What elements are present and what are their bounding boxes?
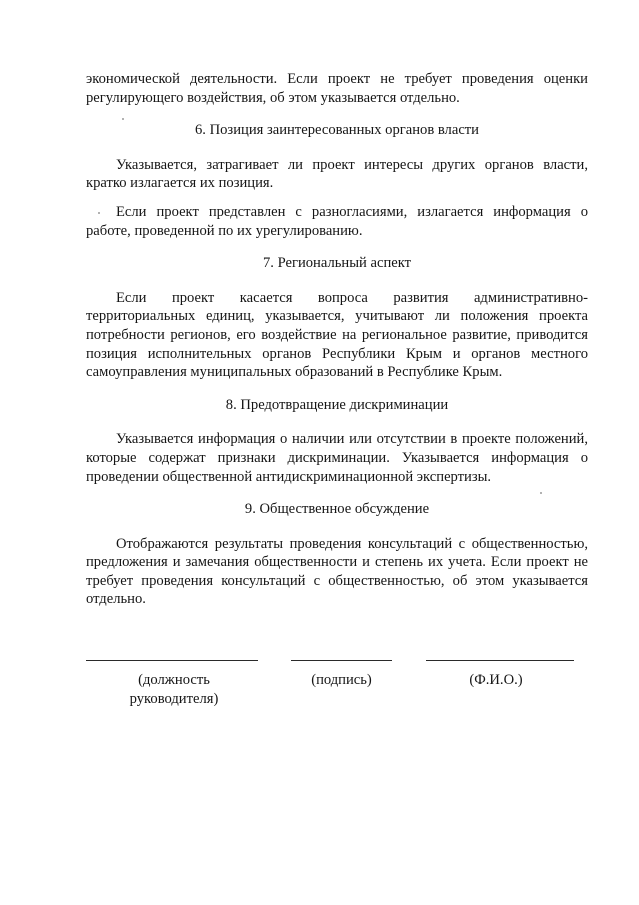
scan-speck xyxy=(122,118,124,120)
signature-label: (подпись) xyxy=(311,672,372,688)
section-8-heading: 8. Предотвращение дискриминации xyxy=(225,396,449,413)
section-9-heading: 9. Общественное обсуждение xyxy=(244,501,430,518)
scan-speck xyxy=(98,212,100,214)
section-8-paragraph-1: Указывается информация о наличии или отсутствии в проекте положений, которые содержат признаки дискриминации. Указывается информация о проведении общественной антидискриминационной экспертизы. xyxy=(86,431,588,485)
position-label-line-1: (должность xyxy=(138,672,210,688)
scan-speck xyxy=(540,492,542,494)
section-6-paragraph-2: Если проект представлен с разногласиями, излагается информация о работе, проведенной по их урегулированию. xyxy=(86,203,588,239)
section-7-heading: 7. Региональный аспект xyxy=(262,255,412,272)
section-9-paragraph-1: Отображаются результаты проведения консультаций с общественностью, предложения и замечания общественности и степень их учета. Если проект не требует проведения консультаций с общественностью, об этом указывается отдельно. xyxy=(86,535,588,608)
section-7-paragraph-1: Если проект касается вопроса развития административно-территориальных единиц, указывается, учитывают ли положения проекта потребности регионов, его воздействие на региональное развитие, приводится позиция исполнительных органов Республики Крым и органов местного самоуправления муниципальных образований в Республике Крым. xyxy=(86,289,588,381)
position-label xyxy=(114,671,234,709)
position-label-line-2: руководителя) xyxy=(129,691,219,707)
signature-block xyxy=(86,660,588,720)
document-body xyxy=(86,70,588,609)
section-6-heading: 6. Позиция заинтересованных органов власти xyxy=(195,122,479,139)
name-label: (Ф.И.О.) xyxy=(469,672,523,688)
intro-paragraph: экономической деятельности. Если проект не требует проведения оценки регулирующего воздействия, об этом указывается отдельно. xyxy=(86,71,588,106)
position-signature-line xyxy=(86,660,258,661)
name-signature-line xyxy=(426,660,574,661)
signature-line xyxy=(291,660,392,661)
section-6-paragraph-1: Указывается, затрагивает ли проект интересы других органов власти, кратко излагается их позиция. xyxy=(86,156,588,192)
